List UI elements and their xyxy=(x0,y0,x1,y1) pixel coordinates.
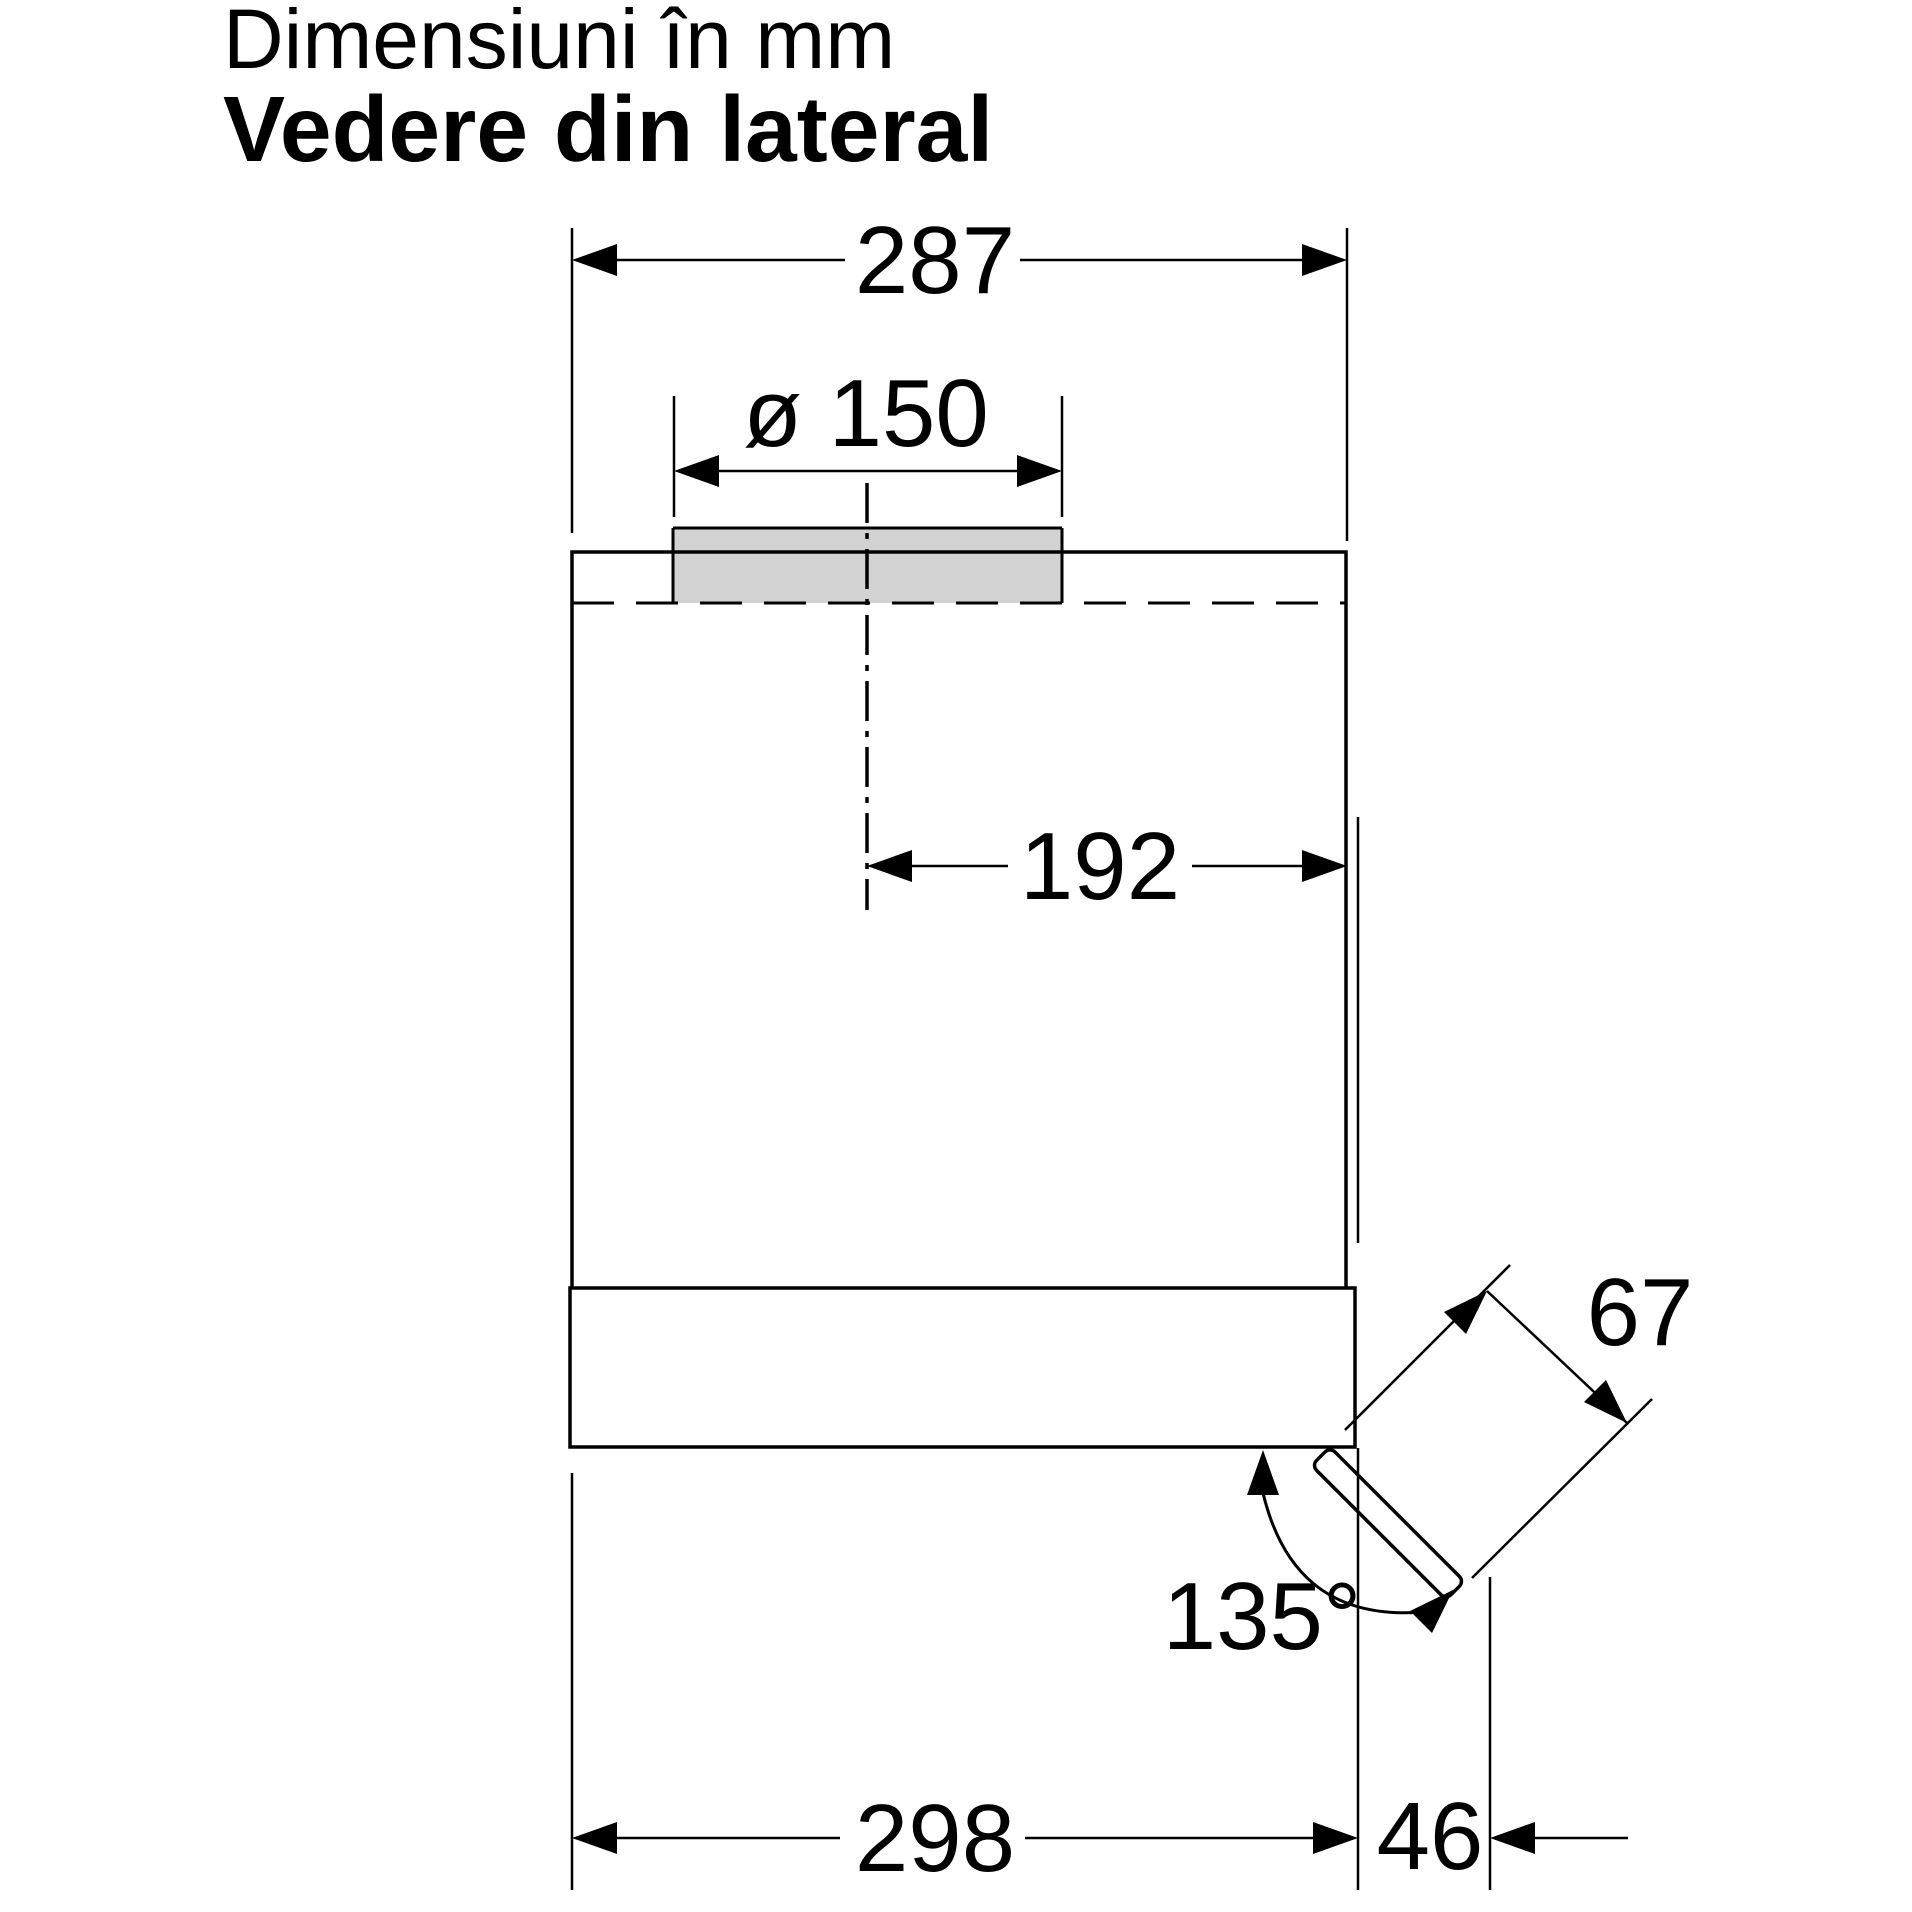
dim-298-label: 298 xyxy=(854,1785,1016,1892)
dim-192-arrow-left xyxy=(867,850,912,882)
dim-67-arrow-upper xyxy=(1444,1291,1487,1334)
dim-flap-angle xyxy=(1163,1450,1453,1670)
dim-150-label: ø 150 xyxy=(743,360,989,467)
hood-body-outline xyxy=(572,552,1346,1288)
dim-287-arrow-left xyxy=(572,244,617,276)
drawing-title-view: Vedere din lateral xyxy=(223,77,994,181)
dim-46-arrow xyxy=(1490,1822,1535,1854)
dim-46-label: 46 xyxy=(1376,1783,1484,1890)
filter-panel-outline xyxy=(570,1288,1355,1447)
dim-150-arrow-left xyxy=(674,455,719,487)
drawing-title-units: Dimensiuni în mm xyxy=(223,0,896,86)
dim-150-arrow-right xyxy=(1017,455,1062,487)
dim-67-ext-lower xyxy=(1472,1399,1652,1578)
dim-67-label: 67 xyxy=(1586,1259,1694,1366)
dim-bottom xyxy=(572,1448,1628,1892)
dim-287-arrow-right xyxy=(1302,244,1347,276)
dim-135-arrow-up xyxy=(1247,1450,1279,1495)
dim-287-label: 287 xyxy=(854,207,1016,314)
dim-192-arrow-right xyxy=(1302,850,1347,882)
dim-67-arrow-lower xyxy=(1584,1380,1627,1423)
dim-135-label: 135° xyxy=(1162,1563,1362,1670)
dim-298-arrow-left xyxy=(572,1822,617,1854)
dim-298-arrow-right xyxy=(1313,1822,1358,1854)
dim-flap-length xyxy=(1345,1259,1693,1578)
dim-67-ext-upper xyxy=(1345,1265,1510,1430)
dim-135-arrow-end xyxy=(1410,1590,1453,1633)
dim-duct-offset xyxy=(867,813,1347,920)
dim-192-label: 192 xyxy=(1019,813,1181,920)
